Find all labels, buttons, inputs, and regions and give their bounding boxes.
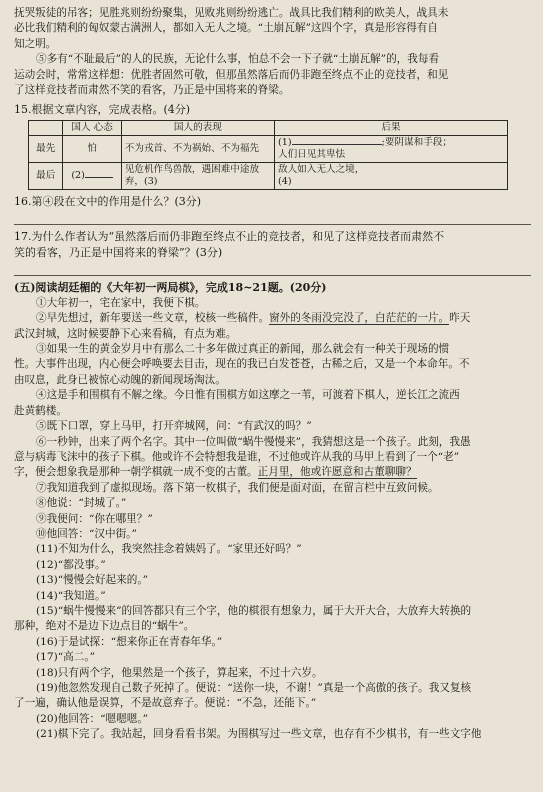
answer-blank-1[interactable]: (1) ;要阴谋和手段； — [278, 137, 452, 149]
story-paragraph: (21)棋下完了。我站起，回身看看书架。为围棋写过一些文章，也存有不少棋书，有一些文字他 — [36, 728, 482, 741]
row-label-last: 最后 — [29, 163, 63, 190]
passage-end — [14, 6, 531, 98]
story-paragraph: 了一遍，确认他是误算，不是故意弃子。便说：“不急，还能下。” — [14, 697, 317, 710]
passage-line: 知之明。 — [14, 37, 57, 50]
story-paragraph: (20)他回答：“嗯嗯嗯。” — [36, 712, 149, 725]
story-paragraph: 那种，绝对不是边下边点目的“蜗牛”。 — [14, 620, 195, 633]
behavior-text: 见危机作鸟兽散，遇困难中途放 — [124, 164, 260, 176]
answer-blank-3[interactable]: 弃，(3) — [124, 176, 158, 188]
table-row — [29, 163, 508, 190]
story-paragraph: 性。大事件出现，内心便会呼唤要去目击，现在的我已白发苍苍，古稀之后，又是一个本命年。不 — [14, 358, 470, 371]
table-header-attitude: 国人 心态 — [63, 121, 121, 136]
passage-line: 必比我们精利的匈奴蒙古满洲人，都如入无人之境。“土崩瓦解”这四个字，真是形容得有自 — [14, 22, 438, 35]
dialogue-line: (14)“我知道。” — [36, 589, 106, 602]
dialogue-line: (12)“都没事。” — [36, 558, 106, 571]
answer-blank-4[interactable]: (4) — [278, 176, 292, 188]
question-17-line: 笑的看客，乃正是中国将来的脊梁”？(3分) — [14, 246, 223, 260]
answer-line[interactable] — [14, 212, 531, 225]
behavior-text: 不为戎首、不为祸始、不为福先 — [124, 143, 260, 155]
cell-behavior-last — [121, 163, 274, 190]
story-paragraph: (16)于是试探：“想来你正在青春年华。” — [36, 635, 223, 648]
story-paragraph: (18)只有两个字，他果然是一个孩子，算起来，不过十六岁。 — [36, 666, 323, 679]
passage-line: 运动会时，常常这样想：优胜者固然可敬，但那虽然落后而仍非跑至终点不止的竞技者，和见 — [14, 68, 449, 81]
table-corner-cell — [29, 121, 63, 136]
story-paragraph: ①大年初一，宅在家中，我便下棋。 — [36, 296, 206, 309]
passage-line: 抚哭叛徒的吊客；见胜兆则纷纷聚集，见败兆则纷纷逃亡。战具比我们精利的欧美人，战具未 — [14, 7, 449, 19]
story-paragraph: (17)“高二。” — [36, 651, 96, 664]
story-paragraph: ③如果一生的黄金岁月中有那么二十多年做过真正的新闻，那么就会有一种关于现场的惯 — [36, 343, 450, 356]
underlined-sentence: 正月里，他或许愿意和古董聊聊？ — [257, 466, 417, 479]
table-header-behavior: 国人的表现 — [121, 121, 274, 136]
story-paragraph: ②早先想过，新年要送一些文章，校核一些稿件。窗外的冬雨没完没了，白茫茫的一片。昨天 — [36, 312, 471, 325]
result-text: 敌人如入无人之境， — [278, 164, 365, 176]
table-row — [29, 136, 508, 163]
answer-line[interactable] — [14, 263, 531, 276]
story-paragraph: 意与病毒飞沫中的孩子下棋。他或许不会特想我是谁，不过他或许从我的马甲上看到了一个“老” — [14, 450, 460, 463]
story-paragraph: ④这是手和围棋有不解之缘。今日惟有围棋方如这摩之一苇，可渡着下棋人，逆长江之流西 — [36, 389, 460, 402]
story-paragraph: 赴黄鹤楼。 — [14, 404, 67, 417]
cell-behavior-first — [121, 136, 274, 163]
question-15-label: 15.根据文章内容，完成表格。(4分) — [14, 103, 191, 117]
result-text: 人们日见其卑怯 — [278, 149, 346, 161]
table-header-result: 后果 — [275, 121, 508, 136]
story-paragraph: 字，便会想象我是那种一朝学棋就一成不变的古董。正月里，他或许愿意和古董聊聊？ — [14, 466, 417, 479]
story-paragraph: ⑦我知道我到了虚拟现场。落下第一枚棋子，我们便是面对面，在留言栏中互致问候。 — [36, 481, 439, 494]
passage-line: ⑤多有“不耻最后”的人的民族，无论什么事，怕总不会一下子就“土崩瓦解”的，我每看 — [36, 53, 440, 66]
story-paragraph: (15)“蜗牛慢慢来”的回答都只有三个字，他的棋很有想象力，属于大开大合，大放弃大转换的 — [36, 604, 472, 617]
answer-blank-2[interactable]: (2) — [63, 163, 121, 190]
underlined-sentence: 窗外的冬雨没完没了，白茫茫的一片。 — [269, 312, 450, 325]
cell-attitude-first: 怕 — [63, 136, 121, 163]
cell-result-last — [275, 163, 508, 190]
story-paragraph: (19)他忽然发现自己数子死掉了。便说：“送你一块，不谢！”真是一个高傲的孩子。我又复核 — [36, 682, 472, 694]
passage-line: 了这样竞技者而肃然不笑的看客，乃正是中国将来的脊梁。 — [14, 84, 290, 97]
story-paragraph: ⑥一秒钟，出来了两个名字。其中一位叫做“蜗牛慢慢来”，我猜想这是一个孩子。此刻，我愚 — [36, 435, 471, 448]
story-paragraph: ⑤既下口罩，穿上马甲，打开弈城网，问：“有武汉的吗？” — [36, 420, 312, 433]
section-five-heading: (五)阅读胡廷楣的《大年初一两局棋》，完成18~21题。(20分) — [14, 280, 327, 294]
dialogue-line: ⑨我便问：“你在哪里？” — [36, 512, 153, 525]
story-paragraph: 武汉封城，这时候要静下心来看稿，有点为难。 — [14, 327, 237, 340]
question-17-line: 17.为什么作者认为“虽然落后而仍非跑至终点不止的竞技者，和见了这样竞技者而肃然不 — [14, 230, 445, 244]
row-label-first: 最先 — [29, 136, 63, 163]
dialogue-line: ⑧他说：“封城了。” — [36, 497, 127, 510]
story-passage — [14, 296, 531, 743]
dialogue-line: ⑩他回答：“汉中街。” — [36, 527, 137, 540]
cell-result-first — [275, 136, 508, 163]
story-paragraph: 由叹息，此身已被惊心动魄的新闻现场淘汰。 — [14, 373, 226, 386]
dialogue-line: (11)不知为什么，我突然挂念着姨妈了。“家里还好吗？” — [36, 543, 302, 556]
dialogue-line: (13)“慢慢会好起来的。” — [36, 574, 149, 587]
question-15-table — [28, 120, 508, 190]
question-16: 16.第④段在文中的作用是什么？(3分) — [14, 195, 202, 209]
